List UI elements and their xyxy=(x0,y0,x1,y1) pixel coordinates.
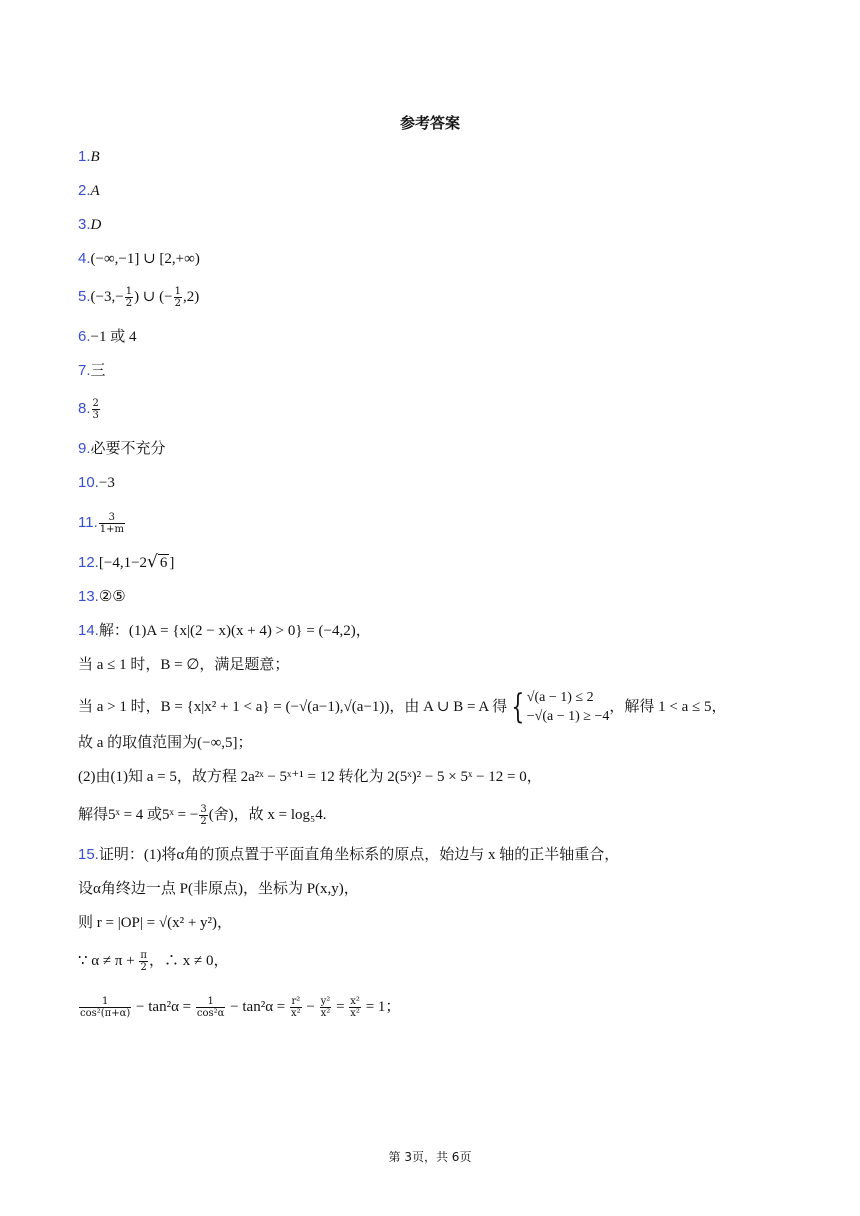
page-title: 参考答案 xyxy=(399,114,460,132)
page-footer: 第 3页，共 6页 xyxy=(388,1150,472,1164)
answer-3: 3.D xyxy=(78,216,102,233)
q14-line-5: (2)由(1)知 a = 5，故方程 2a²ˣ − 5ˣ⁺¹ = 12 转化为 2(5ˣ)² − 5 × 5ˣ − 12 = 0， xyxy=(78,769,542,785)
q15-line-2: 设α角终边一点 P(非原点)，坐标为 P(x,y)， xyxy=(78,881,359,897)
answer-6: 6.−1 或 4 xyxy=(78,328,137,345)
answer-13: 13.②⑤ xyxy=(78,587,126,605)
answer-12: 12.[−4,1−2√ 6 ] xyxy=(78,552,175,572)
fraction: $\frac{3}{1+m}$ xyxy=(99,511,124,535)
fraction: $\frac{\pi}{2}$ xyxy=(140,949,147,973)
answer-11: 11. $\frac{3}{1+m}$ xyxy=(78,511,124,535)
fraction: $\frac{1}{2}$ xyxy=(174,285,181,309)
inequality-system: √(a − 1) ≤ 2 −√(a − 1) ≥ −4 xyxy=(526,690,610,724)
q15-line-5: $\frac{1}{\text{cos²(π+α)}}$ − tan²α = $\frac{1}{\text{cos²α}}$ − tan²α = $\frac{\text{r²}}{\text{x²}}$ − $\frac{\text{y²}}{\text{x²}}$ = $\frac{\text{x²}}{\text{x²}}$ = 1； xyxy=(80,995,401,1019)
answer-1: 1.B xyxy=(78,148,100,165)
answer-5: 5.(−3,− $\frac{1}{2}$ ) ∪ (− $\frac{1}{2}$ ,2) xyxy=(78,285,200,309)
fraction: $\frac{\text{x²}}{\text{x²}}$ xyxy=(350,995,360,1019)
answer-9: 9.必要不充分 xyxy=(78,439,166,457)
fraction: $\frac{1}{2}$ xyxy=(125,285,133,309)
answer-8: 8. $\frac{2}{3}$ xyxy=(78,397,99,421)
q14-line-1: 14.解：(1)A = {x|(2 − x)(x + 4) > 0} = (−4,2)， xyxy=(78,622,371,639)
fraction: $\frac{\text{r²}}{\text{x²}}$ xyxy=(291,995,301,1019)
answer-10: 10.−3 xyxy=(78,474,115,491)
fraction: $\frac{3}{2}$ xyxy=(200,803,207,827)
fraction: $\frac{1}{\text{cos²α}}$ xyxy=(196,995,225,1019)
answer-4: 4.(−∞,−1] ∪ [2,+∞) xyxy=(78,250,200,267)
left-brace: { xyxy=(511,687,525,727)
q15-line-4: ∵ α ≠ π + $\frac{\pi}{2}$ ，∴ x ≠ 0， xyxy=(78,949,229,973)
fraction: $\frac{1}{\text{cos²(π+α)}}$ xyxy=(80,995,131,1019)
q14-line-6: 解得5ˣ = 4 或5ˣ = − $\frac{3}{2}$ (舍)，故 x = log₅4. xyxy=(78,803,327,827)
radical-sign: √ xyxy=(147,552,158,572)
q14-line-3: 当 a > 1 时，B = {x|x² + 1 < a} = (−√(a−1),√(a−1))，由 A ∪ B = A 得 { √(a − 1) ≤ 2 −√(a − 1) ≥ −4 ，解得 1 < a ≤ 5， xyxy=(78,687,727,727)
answer-2: 2.A xyxy=(78,182,100,199)
answer-7: 7.三 xyxy=(78,361,106,379)
q15-line-1: 15.证明：(1)将α角的顶点置于平面直角坐标系的原点，始边与 x 轴的正半轴重合， xyxy=(78,846,620,863)
fraction: $\frac{2}{3}$ xyxy=(92,397,99,421)
q14-line-4: 故 a 的取值范围为(−∞,5]； xyxy=(78,735,253,751)
fraction: $\frac{\text{y²}}{\text{x²}}$ xyxy=(320,995,331,1019)
q15-line-3: 则 r = |OP| = √(x² + y²)， xyxy=(78,915,233,931)
q14-line-2: 当 a ≤ 1 时，B = ∅，满足题意； xyxy=(78,657,290,673)
